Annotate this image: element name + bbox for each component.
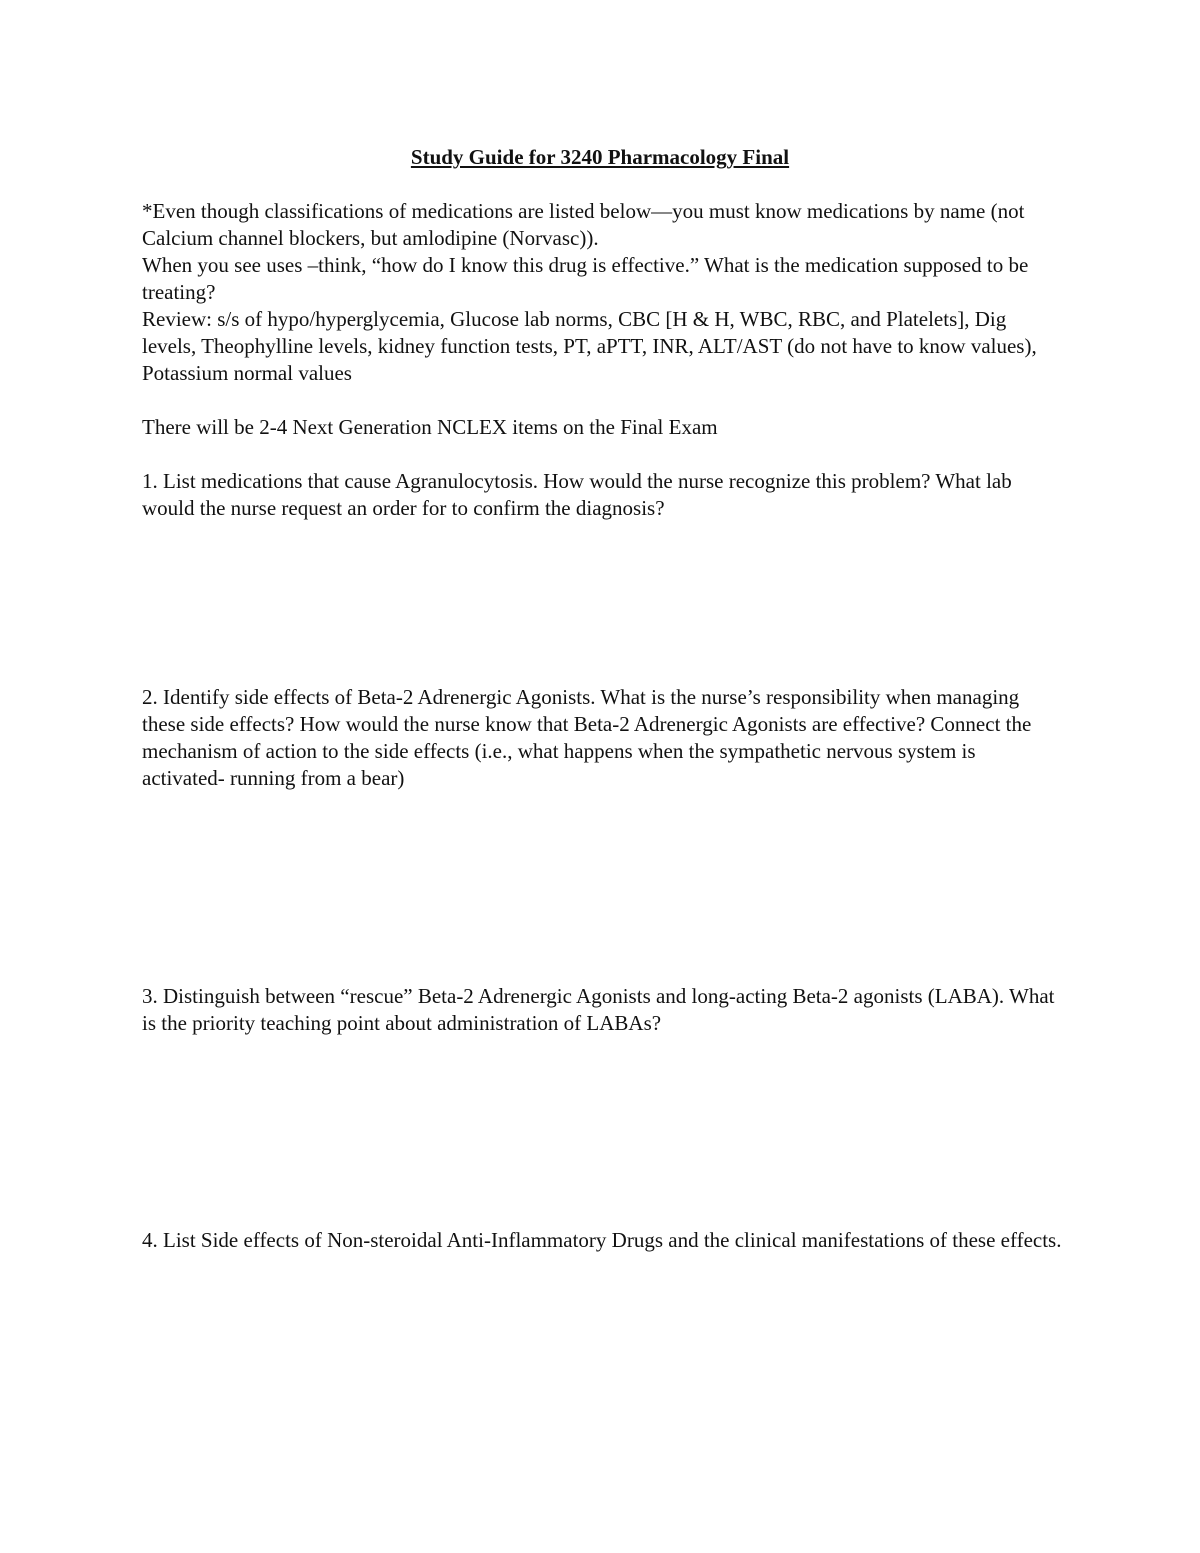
question-4 [142,1227,1062,1254]
intro-review-list: Review: s/s of hypo/hyperglycemia, Glucose lab norms, CBC [H & H, WBC, RBC, and Platelets], Dig levels, Theophylline levels, kidney function tests, PT, aPTT, INR, ALT/AST (do not have to know values), Potassium normal values [142,307,1037,385]
question-1-text: 1. List medications that cause Agranulocytosis. How would the nurse recognize this problem? What lab would the nurse request an order for to confirm the diagnosis? [142,469,1012,520]
question-3 [142,983,1062,1037]
intro-uses-note: When you see uses –think, “how do I know this drug is effective.” What is the medication supposed to be treating? [142,253,1029,304]
question-3-text: 3. Distinguish between “rescue” Beta-2 Adrenergic Agonists and long-acting Beta-2 agonists (LABA). What is the priority teaching point about administration of LABAs? [142,984,1055,1035]
question-2 [142,684,1062,792]
exam-notice-text: There will be 2-4 Next Generation NCLEX items on the Final Exam [142,415,718,439]
exam-notice [142,414,1062,441]
question-2-text: 2. Identify side effects of Beta-2 Adrenergic Agonists. What is the nurse’s responsibility when managing these side effects? How would the nurse know that Beta-2 Adrenergic Agonists are effective? Connect the mechanism of action to the side effects (i.e., what happens when the sympathetic nervous system is activated- running from a bear) [142,685,1032,790]
intro-medication-names: *Even though classifications of medications are listed below—you must know medications by name (not Calcium channel blockers, but amlodipine (Norvasc)). [142,199,1025,250]
document-title: Study Guide for 3240 Pharmacology Final [410,145,790,169]
question-4-text: 4. List Side effects of Non-steroidal Anti-Inflammatory Drugs and the clinical manifestations of these effects. [142,1228,1062,1252]
intro-section [142,198,1062,387]
question-1 [142,468,1062,522]
